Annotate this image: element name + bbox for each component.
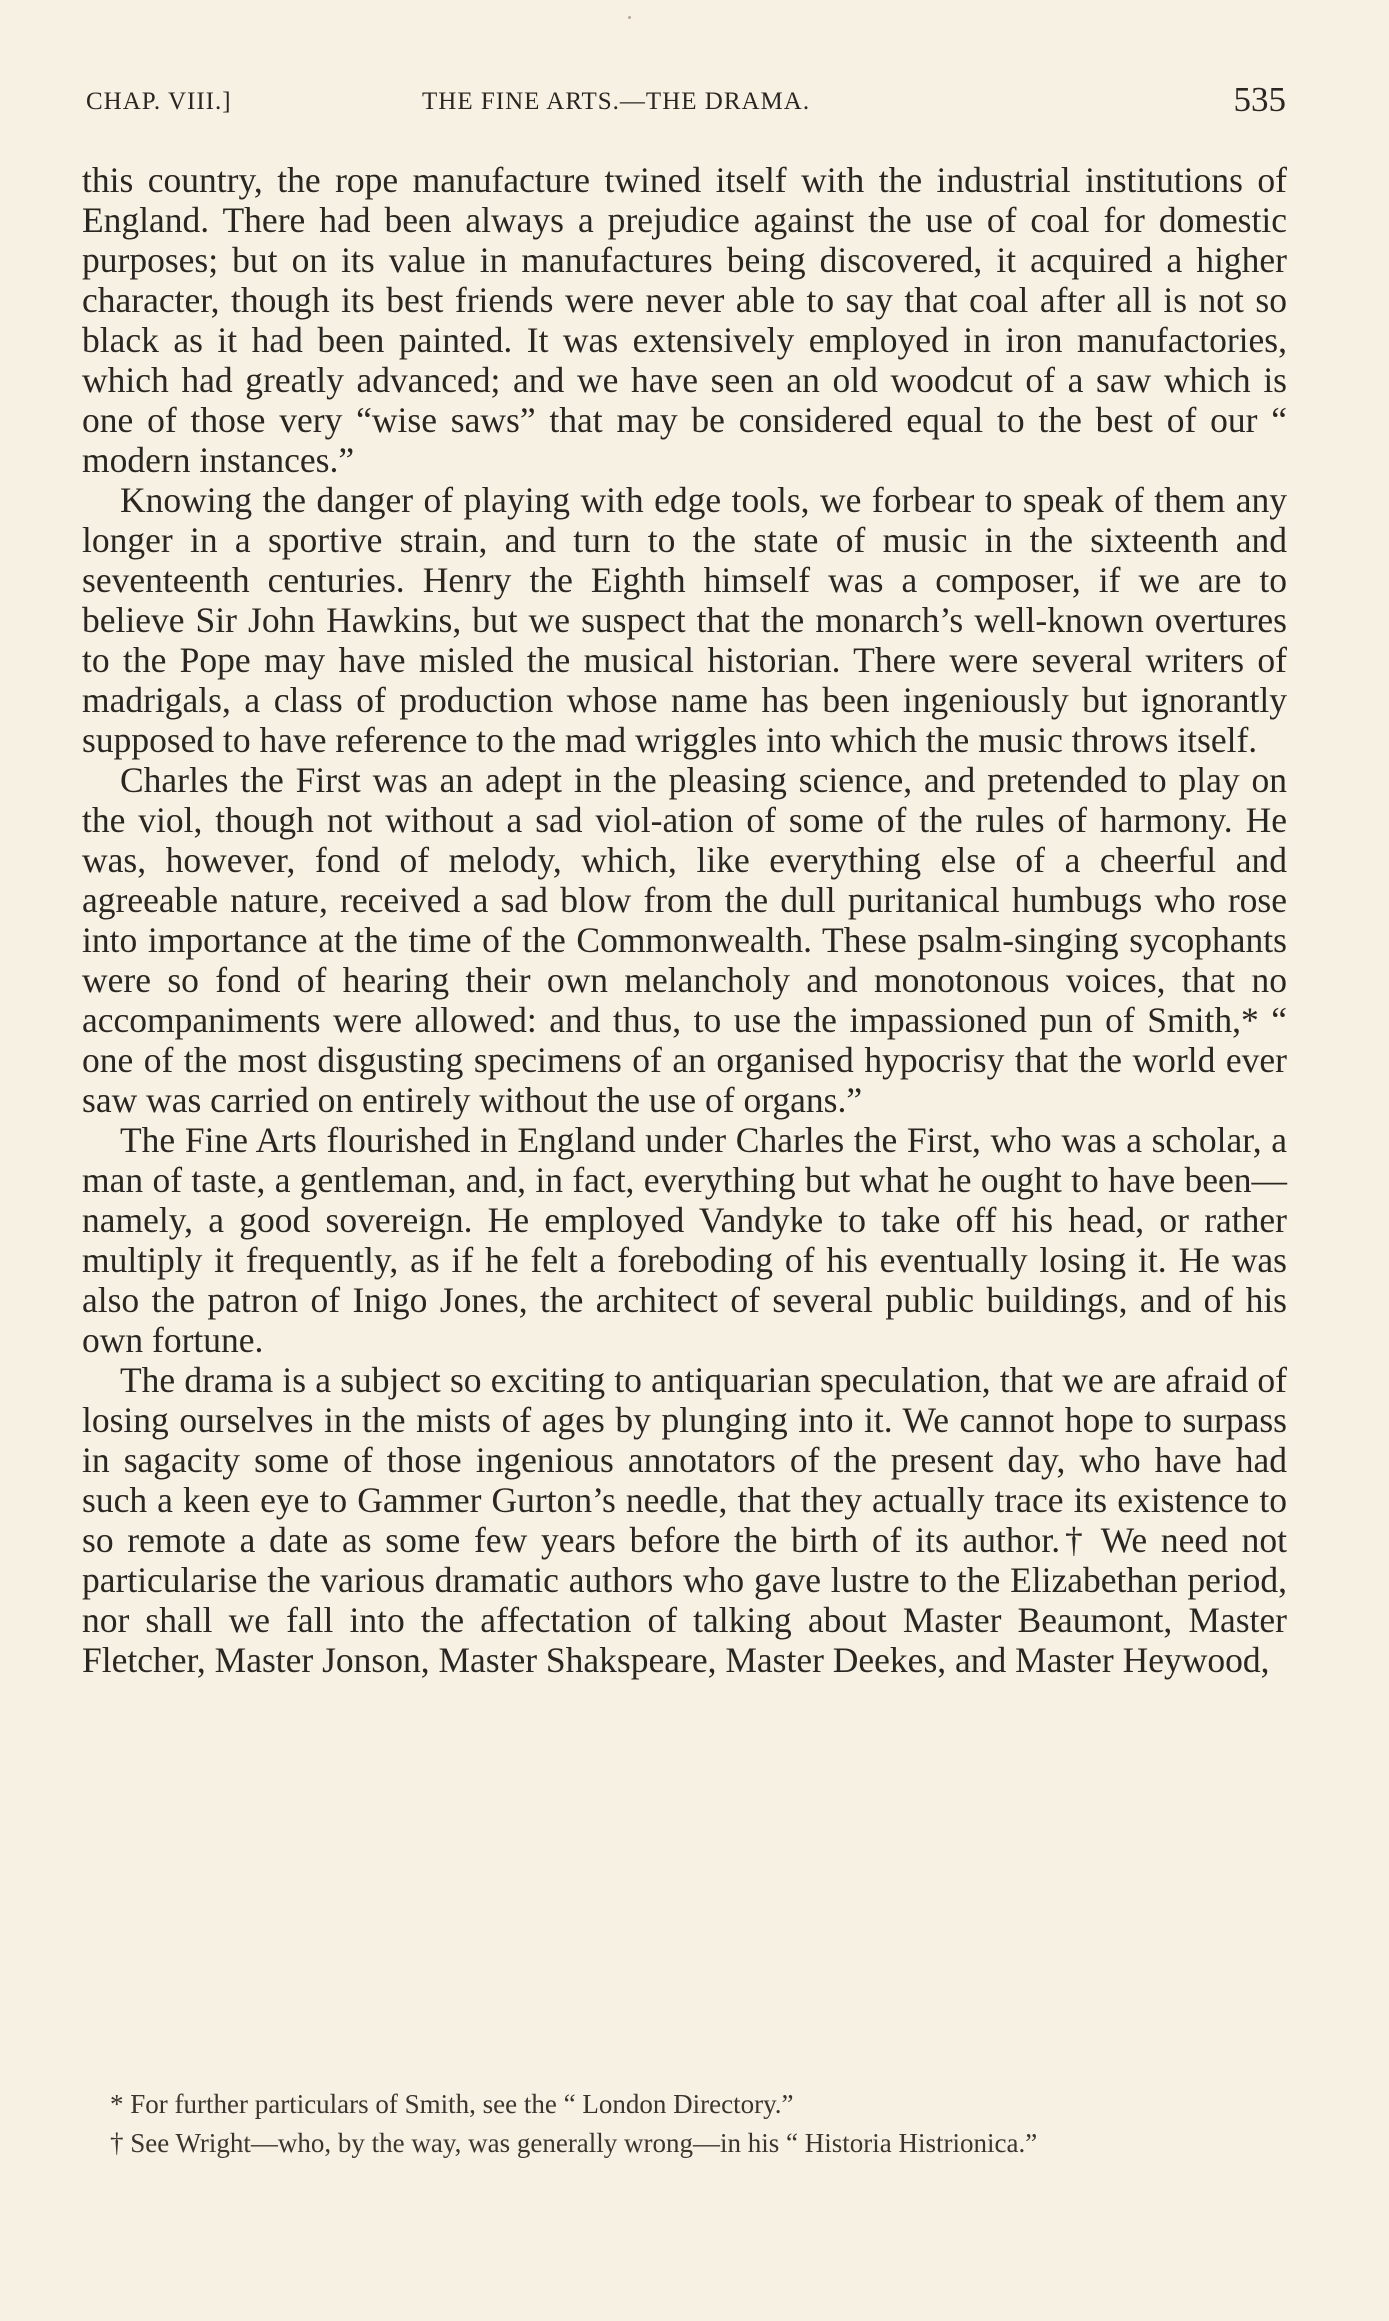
paragraph-5: The drama is a subject so exciting to antiquarian speculation, that we are afraid of losing ourselves in the mists of ages by plunging into it. We cannot hope to surpass in sagacity some of those ingenious annotators of the present day, who have had such a keen eye to Gammer Gurton’s needle, that they actually trace its existence to so remote a date as some few years before the birth of its author.† We need not particularise the various dramatic authors who gave lustre to the Elizabethan period, nor shall we fall into the affectation of talking about Master Beaumont, Master Fletcher, Master Jonson, Master Shakspeare, Master Deekes, and Master Heywood, <box>82 1360 1287 1680</box>
running-title: THE FINE ARTS.—THE DRAMA. <box>422 88 811 115</box>
paragraph-4: The Fine Arts flourished in England under Charles the First, who was a scholar, a man of taste, a gentleman, and, in fact, everything but what he ought to have been—namely, a good sovereign. He employed Vandyke to take off his head, or rather multiply it frequently, as if he felt a foreboding of his eventually losing it. He was also the patron of Inigo Jones, the architect of several public buildings, and of his own fortune. <box>82 1120 1287 1360</box>
page-number: 535 <box>1233 80 1286 119</box>
paper-speck <box>628 16 631 19</box>
paragraph-3: Charles the First was an adept in the pleasing science, and pretended to play on the viol, though not without a sad viol-ation of some of the rules of harmony. He was, however, fond of melody, which, like everything else of a cheerful and agreeable nature, received a sad blow from the dull puritanical humbugs who rose into importance at the time of the Commonwealth. These psalm-singing sycophants were so fond of hearing their own melancholy and monotonous voices, that no accompaniments were allowed: and thus, to use the impassioned pun of Smith,* “ one of the most disgusting specimens of an organised hypocrisy that the world ever saw was carried on entirely without the use of organs.” <box>82 760 1287 1120</box>
footnote-1: * For further particulars of Smith, see the “ London Directory.” <box>110 2089 794 2119</box>
paragraph-1: this country, the rope manufacture twined itself with the industrial institutions of England. There had been always a prejudice against the use of coal for domestic purposes; but on its value in manufactures being discovered, it acquired a higher character, though its best friends were never able to say that coal after all is not so black as it had been painted. It was extensively employed in iron manufactories, which had greatly advanced; and we have seen an old woodcut of a saw which is one of those very “wise saws” that may be considered equal to the best of our “ modern instances.” <box>82 160 1287 480</box>
body-text <box>82 160 1287 1680</box>
footnote-2: † See Wright—who, by the way, was generally wrong—in his “ Historia Histrionica.” <box>110 2128 1038 2158</box>
running-header <box>86 80 1286 130</box>
footnotes <box>82 2088 1287 2166</box>
chapter-label: CHAP. VIII.] <box>86 88 232 115</box>
paragraph-2: Knowing the danger of playing with edge tools, we forbear to speak of them any longer in a sportive strain, and turn to the state of music in the sixteenth and seventeenth centuries. Henry the Eighth himself was a composer, if we are to believe Sir John Hawkins, but we suspect that the monarch’s well-known overtures to the Pope may have misled the musical historian. There were several writers of madrigals, a class of production whose name has been ingeniously but ignorantly supposed to have reference to the mad wriggles into which the music throws itself. <box>82 480 1287 760</box>
